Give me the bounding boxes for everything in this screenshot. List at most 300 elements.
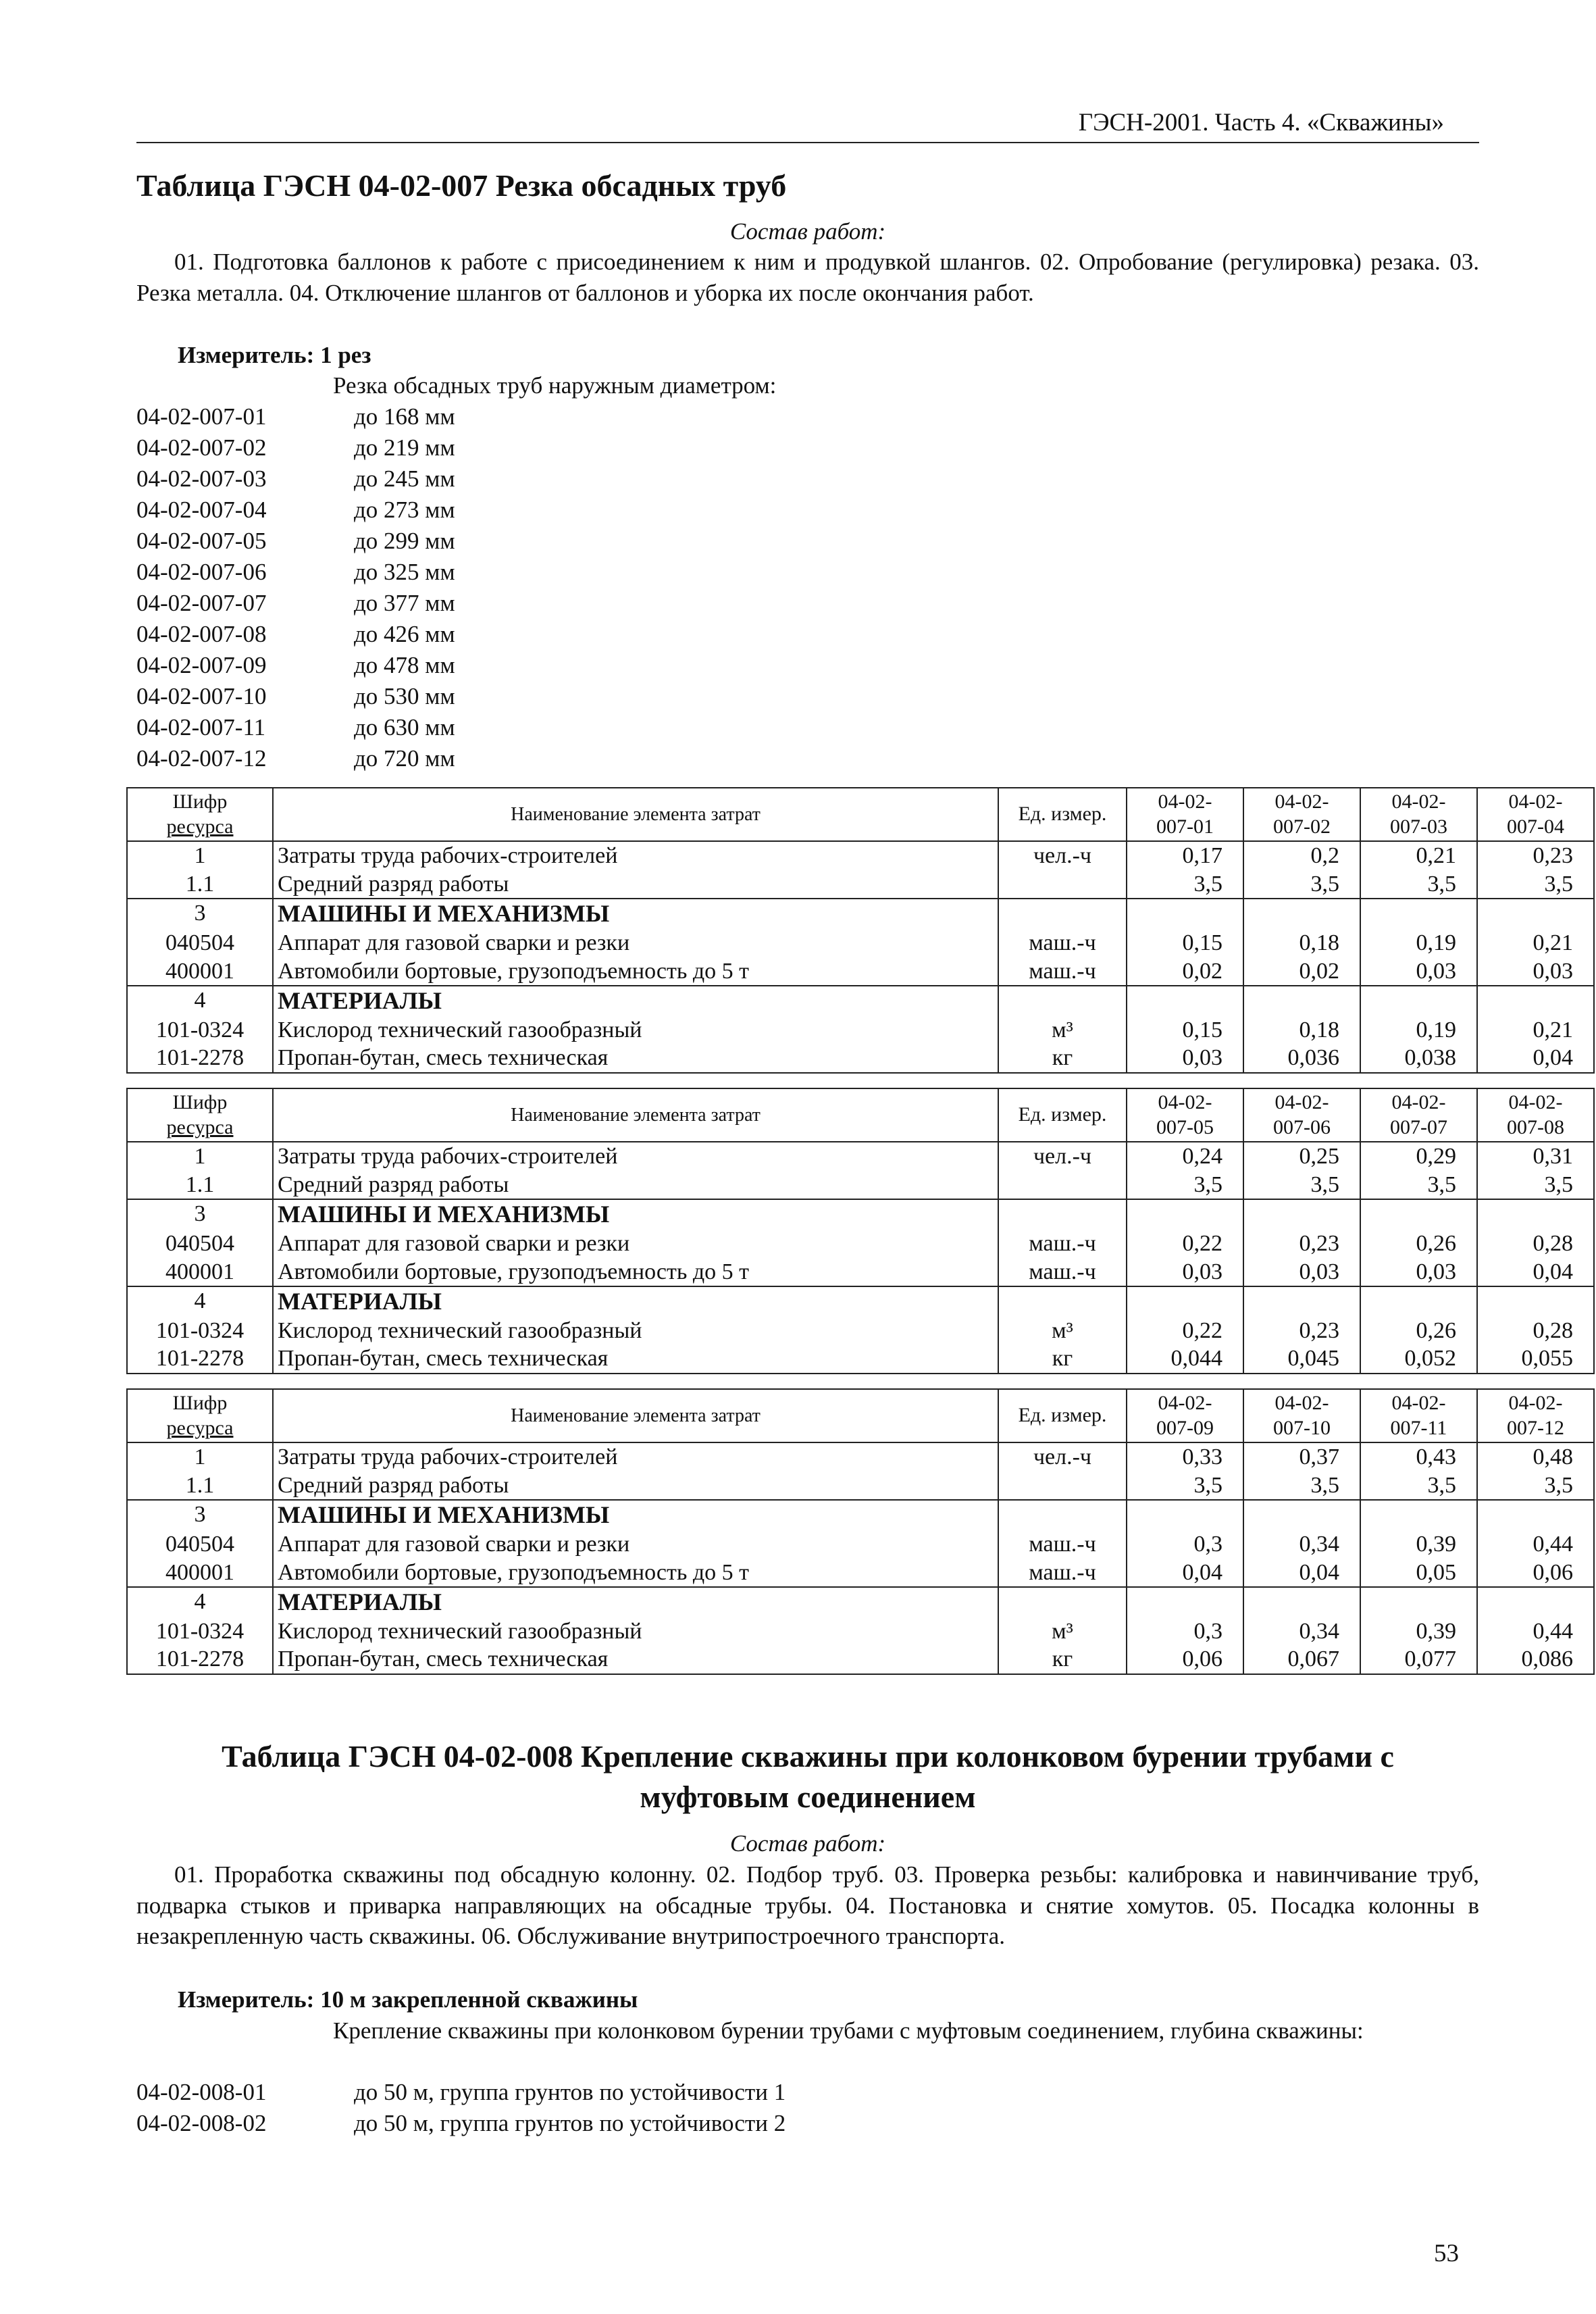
- value-cell: 0,06: [1127, 1645, 1243, 1674]
- value-cell: 0,48: [1477, 1442, 1594, 1471]
- value-cell: 0,37: [1243, 1442, 1360, 1471]
- table-row: [127, 1617, 1594, 1645]
- page-number: 53: [1434, 2240, 1459, 2267]
- table-row: [127, 841, 1594, 870]
- resource-description: до 377 мм: [354, 590, 455, 616]
- unit-cell: маш.-ч: [998, 957, 1127, 986]
- resource-code: 04-02-007-02: [136, 434, 267, 461]
- resource-code-cell: 1.1: [127, 1472, 273, 1500]
- value-cell: 3,5: [1243, 1472, 1360, 1500]
- table-row: [127, 1344, 1594, 1373]
- header-norm-code: [1243, 788, 1360, 841]
- code-row: [136, 743, 455, 774]
- table-row: [127, 1500, 1594, 1530]
- value-cell: 0,04: [1243, 1559, 1360, 1587]
- value-cell: [1360, 1199, 1477, 1230]
- code-row: [136, 432, 455, 463]
- value-cell: 3,5: [1360, 870, 1477, 899]
- value-cell: 0,3: [1127, 1617, 1243, 1645]
- norm-code-line1: 04-02-: [1508, 1091, 1563, 1113]
- resource-code: 04-02-007-07: [136, 590, 267, 616]
- table-row: [127, 957, 1594, 986]
- cost-element-name: Автомобили бортовые, грузоподъемность до 5 т: [273, 957, 998, 986]
- unit-cell: маш.-ч: [998, 1230, 1127, 1257]
- table-row: [127, 929, 1594, 957]
- cost-element-name: Пропан-бутан, смесь техническая: [273, 1344, 998, 1373]
- code-row: [136, 495, 455, 526]
- value-cell: [1477, 1286, 1594, 1317]
- cost-element-name: Средний разряд работы: [273, 1171, 998, 1199]
- norm-code-line1: 04-02-: [1391, 1091, 1446, 1113]
- cost-element-name: Кислород технический газообразный: [273, 1617, 998, 1645]
- value-cell: [1360, 1587, 1477, 1617]
- norm-code-line1: 04-02-: [1158, 790, 1212, 813]
- resource-description: до 273 мм: [354, 497, 455, 523]
- norm-code-line1: 04-02-: [1275, 1091, 1329, 1113]
- cost-element-name: МАШИНЫ И МЕХАНИЗМЫ: [273, 1199, 998, 1230]
- code-row: [136, 712, 455, 743]
- resource-code-cell: 400001: [127, 957, 273, 986]
- resource-description: до 325 мм: [354, 559, 455, 585]
- cost-element-name: Кислород технический газообразный: [273, 1016, 998, 1044]
- value-cell: 3,5: [1477, 870, 1594, 899]
- value-cell: 0,045: [1243, 1344, 1360, 1373]
- resource-code-cell: 400001: [127, 1559, 273, 1587]
- value-cell: [1360, 1500, 1477, 1530]
- value-cell: [1243, 1587, 1360, 1617]
- value-cell: [1127, 986, 1243, 1016]
- resource-description: до 50 м, группа грунтов по устойчивости 2: [354, 2110, 786, 2136]
- unit-cell: [998, 1472, 1127, 1500]
- unit-cell: м³: [998, 1317, 1127, 1344]
- value-cell: 3,5: [1243, 1171, 1360, 1199]
- cost-element-name: Пропан-бутан, смесь техническая: [273, 1044, 998, 1072]
- cost-element-name: Кислород технический газообразный: [273, 1317, 998, 1344]
- cost-element-name: МАШИНЫ И МЕХАНИЗМЫ: [273, 899, 998, 929]
- norm-code-line1: 04-02-: [1275, 790, 1329, 813]
- resource-description: до 720 мм: [354, 745, 455, 772]
- header-norm-code: [1127, 1088, 1243, 1142]
- value-cell: 0,05: [1360, 1559, 1477, 1587]
- unit-cell: чел.-ч: [998, 841, 1127, 870]
- section2-heading: [136, 1736, 1479, 1817]
- norm-code-line1: 04-02-: [1508, 790, 1563, 813]
- section1-heading: Таблица ГЭСН 04-02-007 Резка обсадных труб: [136, 168, 787, 203]
- norm-code-line2: 007-01: [1156, 815, 1214, 838]
- section1-measure: [178, 340, 371, 371]
- header-rule: [136, 142, 1479, 143]
- norm-code-line2: 007-06: [1273, 1115, 1331, 1138]
- value-cell: [1243, 986, 1360, 1016]
- norm-code-line2: 007-09: [1156, 1416, 1214, 1439]
- value-cell: 0,34: [1243, 1530, 1360, 1558]
- cost-element-name: Средний разряд работы: [273, 870, 998, 899]
- section2-work-title: Состав работ:: [729, 1830, 886, 1857]
- resource-description: до 168 мм: [354, 403, 455, 430]
- value-cell: 3,5: [1477, 1171, 1594, 1199]
- resource-description: до 630 мм: [354, 714, 455, 740]
- unit-cell: м³: [998, 1016, 1127, 1044]
- value-cell: 0,055: [1477, 1344, 1594, 1373]
- value-cell: 0,43: [1360, 1442, 1477, 1471]
- value-cell: 0,044: [1127, 1344, 1243, 1373]
- resource-code: 04-02-007-06: [136, 559, 267, 585]
- unit-cell: кг: [998, 1645, 1127, 1674]
- value-cell: 0,22: [1127, 1230, 1243, 1257]
- value-cell: 0,06: [1477, 1559, 1594, 1587]
- resource-description: до 478 мм: [354, 652, 455, 678]
- value-cell: 0,15: [1127, 1016, 1243, 1044]
- value-cell: [1360, 986, 1477, 1016]
- norm-code-line1: 04-02-: [1391, 790, 1446, 813]
- value-cell: [1243, 899, 1360, 929]
- resource-code-cell: 1: [127, 1442, 273, 1471]
- value-cell: 0,19: [1360, 929, 1477, 957]
- value-cell: 0,21: [1360, 841, 1477, 870]
- resource-code-cell: 040504: [127, 929, 273, 957]
- unit-cell: маш.-ч: [998, 929, 1127, 957]
- running-header: ГЭСН-2001. Часть 4. «Скважины»: [1078, 109, 1444, 136]
- header-code-cell: [127, 788, 273, 841]
- value-cell: 0,29: [1360, 1142, 1477, 1170]
- header-norm-code: [1243, 1389, 1360, 1442]
- value-cell: [1127, 1286, 1243, 1317]
- header-norm-code: [1477, 788, 1594, 841]
- resource-description: до 219 мм: [354, 434, 455, 461]
- table-row: [127, 1472, 1594, 1500]
- section1-work-text: 01. Подготовка баллонов к работе с присоединением к ним и продувкой шлангов. 02. Опробование (регулировка) резака. 03. Резка металла. 04. Отключение шлангов от баллонов и уборка их после окончания работ.: [136, 249, 1479, 306]
- table-row: [127, 1645, 1594, 1674]
- header-norm-code: [1127, 788, 1243, 841]
- resource-code-cell: 040504: [127, 1530, 273, 1558]
- table-row: [127, 1559, 1594, 1587]
- section1-code-list: [136, 401, 455, 774]
- header-norm-code: [1243, 1088, 1360, 1142]
- resource-code-cell: 101-0324: [127, 1617, 273, 1645]
- resource-code-cell: 1.1: [127, 1171, 273, 1199]
- table-row: [127, 1230, 1594, 1257]
- unit-cell: м³: [998, 1617, 1127, 1645]
- code-row: [136, 463, 455, 495]
- unit-cell: [998, 1587, 1127, 1617]
- norm-code-line2: 007-03: [1390, 815, 1447, 838]
- cost-element-name: МАТЕРИАЛЫ: [273, 1286, 998, 1317]
- table-row: [127, 1530, 1594, 1558]
- unit-cell: маш.-ч: [998, 1258, 1127, 1286]
- value-cell: 0,25: [1243, 1142, 1360, 1170]
- cost-element-name: Автомобили бортовые, грузоподъемность до 5 т: [273, 1559, 998, 1587]
- resource-code-cell: 101-2278: [127, 1344, 273, 1373]
- cost-table-1: [126, 787, 1595, 1074]
- unit-cell: [998, 1286, 1127, 1317]
- norm-code-line1: 04-02-: [1158, 1091, 1212, 1113]
- resource-description: до 299 мм: [354, 528, 455, 554]
- value-cell: 3,5: [1360, 1171, 1477, 1199]
- value-cell: 0,02: [1243, 957, 1360, 986]
- resource-code-cell: 1: [127, 1142, 273, 1170]
- resource-code: 04-02-007-09: [136, 652, 267, 678]
- resource-code: 04-02-007-10: [136, 683, 267, 709]
- header-code-cell: [127, 1389, 273, 1442]
- header-code-line2: ресурса: [166, 1416, 234, 1439]
- code-row: [136, 557, 455, 588]
- cost-table-3: [126, 1388, 1595, 1675]
- value-cell: 0,31: [1477, 1142, 1594, 1170]
- cost-element-name: Автомобили бортовые, грузоподъемность до 5 т: [273, 1258, 998, 1286]
- value-cell: [1243, 1286, 1360, 1317]
- resource-code-cell: 1: [127, 841, 273, 870]
- norm-code-line2: 007-08: [1507, 1115, 1564, 1138]
- measure-label: Измеритель:: [178, 1986, 315, 2013]
- value-cell: 0,26: [1360, 1317, 1477, 1344]
- cost-element-name: Аппарат для газовой сварки и резки: [273, 929, 998, 957]
- section1-work-title: Состав работ:: [729, 218, 886, 245]
- resource-code-cell: 101-0324: [127, 1016, 273, 1044]
- unit-cell: [998, 986, 1127, 1016]
- value-cell: 0,03: [1243, 1258, 1360, 1286]
- value-cell: 3,5: [1127, 1171, 1243, 1199]
- value-cell: 0,052: [1360, 1344, 1477, 1373]
- header-name-cell: Наименование элемента затрат: [273, 1389, 998, 1442]
- header-norm-code: [1360, 788, 1477, 841]
- value-cell: [1127, 1500, 1243, 1530]
- resource-code-cell: 1.1: [127, 870, 273, 899]
- value-cell: [1477, 1500, 1594, 1530]
- header-unit-cell: Ед. измер.: [998, 788, 1127, 841]
- cost-element-name: Пропан-бутан, смесь техническая: [273, 1645, 998, 1674]
- value-cell: 0,03: [1127, 1258, 1243, 1286]
- value-cell: [1127, 1587, 1243, 1617]
- resource-code: 04-02-007-11: [136, 714, 266, 740]
- header-code-line1: Шифр: [172, 1091, 228, 1113]
- resource-code-cell: 3: [127, 1199, 273, 1230]
- code-row: [136, 401, 455, 432]
- table-row: [127, 1171, 1594, 1199]
- table-row: [127, 1286, 1594, 1317]
- resource-code-cell: 101-0324: [127, 1317, 273, 1344]
- resource-code-cell: 4: [127, 986, 273, 1016]
- value-cell: 0,23: [1243, 1317, 1360, 1344]
- norm-code-line2: 007-02: [1273, 815, 1331, 838]
- table-row: [127, 986, 1594, 1016]
- code-row: [136, 650, 455, 681]
- measure-value: 10 м закрепленной скважины: [320, 1986, 638, 2013]
- unit-cell: кг: [998, 1344, 1127, 1373]
- header-unit-cell: Ед. измер.: [998, 1088, 1127, 1142]
- value-cell: 0,39: [1360, 1617, 1477, 1645]
- value-cell: 0,34: [1243, 1617, 1360, 1645]
- value-cell: 0,39: [1360, 1530, 1477, 1558]
- section1-intro: Резка обсадных труб наружным диаметром:: [333, 372, 777, 399]
- value-cell: [1360, 899, 1477, 929]
- header-norm-code: [1360, 1088, 1477, 1142]
- table-row: [127, 1016, 1594, 1044]
- section2-measure: [178, 1984, 638, 2015]
- norm-code-line2: 007-12: [1507, 1416, 1564, 1439]
- value-cell: 3,5: [1477, 1472, 1594, 1500]
- value-cell: 0,03: [1127, 1044, 1243, 1072]
- resource-description: до 426 мм: [354, 621, 455, 647]
- code-row: [136, 2077, 786, 2108]
- resource-code: 04-02-008-01: [136, 2079, 267, 2105]
- table-row: [127, 1587, 1594, 1617]
- cost-element-name: Затраты труда рабочих-строителей: [273, 841, 998, 870]
- section2-heading-line2: муфтовым соединением: [640, 1779, 976, 1814]
- value-cell: 0,22: [1127, 1317, 1243, 1344]
- norm-code-line1: 04-02-: [1158, 1392, 1212, 1414]
- section2-intro: Крепление скважины при колонковом бурении трубами с муфтовым соединением, глубина скважины:: [333, 2017, 1364, 2044]
- unit-cell: [998, 899, 1127, 929]
- value-cell: 0,44: [1477, 1530, 1594, 1558]
- resource-code-cell: 4: [127, 1286, 273, 1317]
- norm-code-line2: 007-11: [1390, 1416, 1447, 1439]
- header-code-line2: ресурса: [166, 1115, 234, 1138]
- table-row: [127, 870, 1594, 899]
- value-cell: [1477, 899, 1594, 929]
- value-cell: 0,04: [1477, 1258, 1594, 1286]
- value-cell: 0,067: [1243, 1645, 1360, 1674]
- value-cell: [1243, 1199, 1360, 1230]
- value-cell: 0,44: [1477, 1617, 1594, 1645]
- value-cell: [1477, 1587, 1594, 1617]
- resource-description: до 50 м, группа грунтов по устойчивости 1: [354, 2079, 786, 2105]
- measure-label: Измеритель:: [178, 342, 315, 368]
- value-cell: 0,04: [1127, 1559, 1243, 1587]
- section2-code-list: [136, 2077, 786, 2139]
- cost-element-name: Аппарат для газовой сварки и резки: [273, 1530, 998, 1558]
- value-cell: [1127, 899, 1243, 929]
- header-code-line2: ресурса: [166, 815, 234, 838]
- table-row: [127, 1142, 1594, 1170]
- table-header-row: [127, 1389, 1594, 1442]
- unit-cell: [998, 1500, 1127, 1530]
- value-cell: 0,086: [1477, 1645, 1594, 1674]
- resource-code-cell: 400001: [127, 1258, 273, 1286]
- header-name-cell: Наименование элемента затрат: [273, 788, 998, 841]
- unit-cell: маш.-ч: [998, 1530, 1127, 1558]
- table-header-row: [127, 788, 1594, 841]
- resource-description: до 530 мм: [354, 683, 455, 709]
- table-row: [127, 1044, 1594, 1072]
- norm-code-line1: 04-02-: [1275, 1392, 1329, 1414]
- norm-code-line2: 007-07: [1390, 1115, 1447, 1138]
- value-cell: 0,21: [1477, 929, 1594, 957]
- table-header-row: [127, 1088, 1594, 1142]
- cost-element-name: Средний разряд работы: [273, 1472, 998, 1500]
- resource-code: 04-02-007-05: [136, 528, 267, 554]
- value-cell: 0,23: [1243, 1230, 1360, 1257]
- resource-code-cell: 101-2278: [127, 1645, 273, 1674]
- value-cell: [1477, 986, 1594, 1016]
- resource-code: 04-02-007-08: [136, 621, 267, 647]
- value-cell: 0,3: [1127, 1530, 1243, 1558]
- value-cell: 0,15: [1127, 929, 1243, 957]
- cost-table-2: [126, 1088, 1595, 1374]
- value-cell: [1477, 1199, 1594, 1230]
- table-row: [127, 899, 1594, 929]
- unit-cell: кг: [998, 1044, 1127, 1072]
- cost-element-name: Аппарат для газовой сварки и резки: [273, 1230, 998, 1257]
- header-norm-code: [1477, 1088, 1594, 1142]
- value-cell: 0,03: [1360, 1258, 1477, 1286]
- resource-code-cell: 040504: [127, 1230, 273, 1257]
- header-code-line1: Шифр: [172, 1392, 228, 1414]
- unit-cell: чел.-ч: [998, 1142, 1127, 1170]
- code-row: [136, 619, 455, 650]
- resource-code-cell: 4: [127, 1587, 273, 1617]
- unit-cell: маш.-ч: [998, 1559, 1127, 1587]
- code-row: [136, 2108, 786, 2139]
- value-cell: 0,038: [1360, 1044, 1477, 1072]
- resource-code-cell: 101-2278: [127, 1044, 273, 1072]
- value-cell: 3,5: [1127, 1472, 1243, 1500]
- measure-value: 1 рез: [320, 342, 371, 368]
- value-cell: 3,5: [1127, 870, 1243, 899]
- norm-code-line1: 04-02-: [1508, 1392, 1563, 1414]
- header-norm-code: [1360, 1389, 1477, 1442]
- resource-code: 04-02-007-01: [136, 403, 267, 430]
- header-norm-code: [1127, 1389, 1243, 1442]
- value-cell: 0,03: [1477, 957, 1594, 986]
- resource-code-cell: 3: [127, 1500, 273, 1530]
- value-cell: 0,28: [1477, 1230, 1594, 1257]
- code-row: [136, 526, 455, 557]
- value-cell: 0,33: [1127, 1442, 1243, 1471]
- section2-heading-line1: Таблица ГЭСН 04-02-008 Крепление скважины при колонковом бурении трубами с: [222, 1739, 1394, 1774]
- value-cell: 0,23: [1477, 841, 1594, 870]
- value-cell: 0,26: [1360, 1230, 1477, 1257]
- table-row: [127, 1442, 1594, 1471]
- norm-code-line2: 007-04: [1507, 815, 1564, 838]
- value-cell: 0,2: [1243, 841, 1360, 870]
- value-cell: 0,21: [1477, 1016, 1594, 1044]
- table-row: [127, 1258, 1594, 1286]
- norm-code-line2: 007-05: [1156, 1115, 1214, 1138]
- header-code-line1: Шифр: [172, 790, 228, 813]
- header-name-cell: Наименование элемента затрат: [273, 1088, 998, 1142]
- unit-cell: [998, 1171, 1127, 1199]
- cost-element-name: Затраты труда рабочих-строителей: [273, 1442, 998, 1471]
- value-cell: 0,04: [1477, 1044, 1594, 1072]
- code-row: [136, 588, 455, 619]
- cost-element-name: Затраты труда рабочих-строителей: [273, 1142, 998, 1170]
- unit-cell: [998, 870, 1127, 899]
- unit-cell: чел.-ч: [998, 1442, 1127, 1471]
- cost-element-name: МАТЕРИАЛЫ: [273, 986, 998, 1016]
- cost-element-name: МАШИНЫ И МЕХАНИЗМЫ: [273, 1500, 998, 1530]
- resource-code: 04-02-007-03: [136, 466, 267, 492]
- value-cell: 0,03: [1360, 957, 1477, 986]
- value-cell: 0,24: [1127, 1142, 1243, 1170]
- value-cell: 0,18: [1243, 1016, 1360, 1044]
- unit-cell: [998, 1199, 1127, 1230]
- value-cell: [1243, 1500, 1360, 1530]
- value-cell: 0,19: [1360, 1016, 1477, 1044]
- section2-work-text: 01. Проработка скважины под обсадную колонну. 02. Подбор труб. 03. Проверка резьбы: калибровка и навинчивание труб, подварка стыков и приварка направляющих на обсадные трубы. 04. Постановка и снятие хомутов. 05. Посадка колонны в незакрепленную часть скважины. 06. Обслуживание внутрипостроечного транспорта.: [136, 1861, 1479, 1949]
- resource-code: 04-02-008-02: [136, 2110, 267, 2136]
- value-cell: 0,17: [1127, 841, 1243, 870]
- resource-code-cell: 3: [127, 899, 273, 929]
- header-norm-code: [1477, 1389, 1594, 1442]
- value-cell: 0,036: [1243, 1044, 1360, 1072]
- value-cell: 0,077: [1360, 1645, 1477, 1674]
- code-row: [136, 681, 455, 712]
- value-cell: 0,02: [1127, 957, 1243, 986]
- table-row: [127, 1199, 1594, 1230]
- resource-code: 04-02-007-12: [136, 745, 267, 772]
- resource-description: до 245 мм: [354, 466, 455, 492]
- value-cell: 3,5: [1243, 870, 1360, 899]
